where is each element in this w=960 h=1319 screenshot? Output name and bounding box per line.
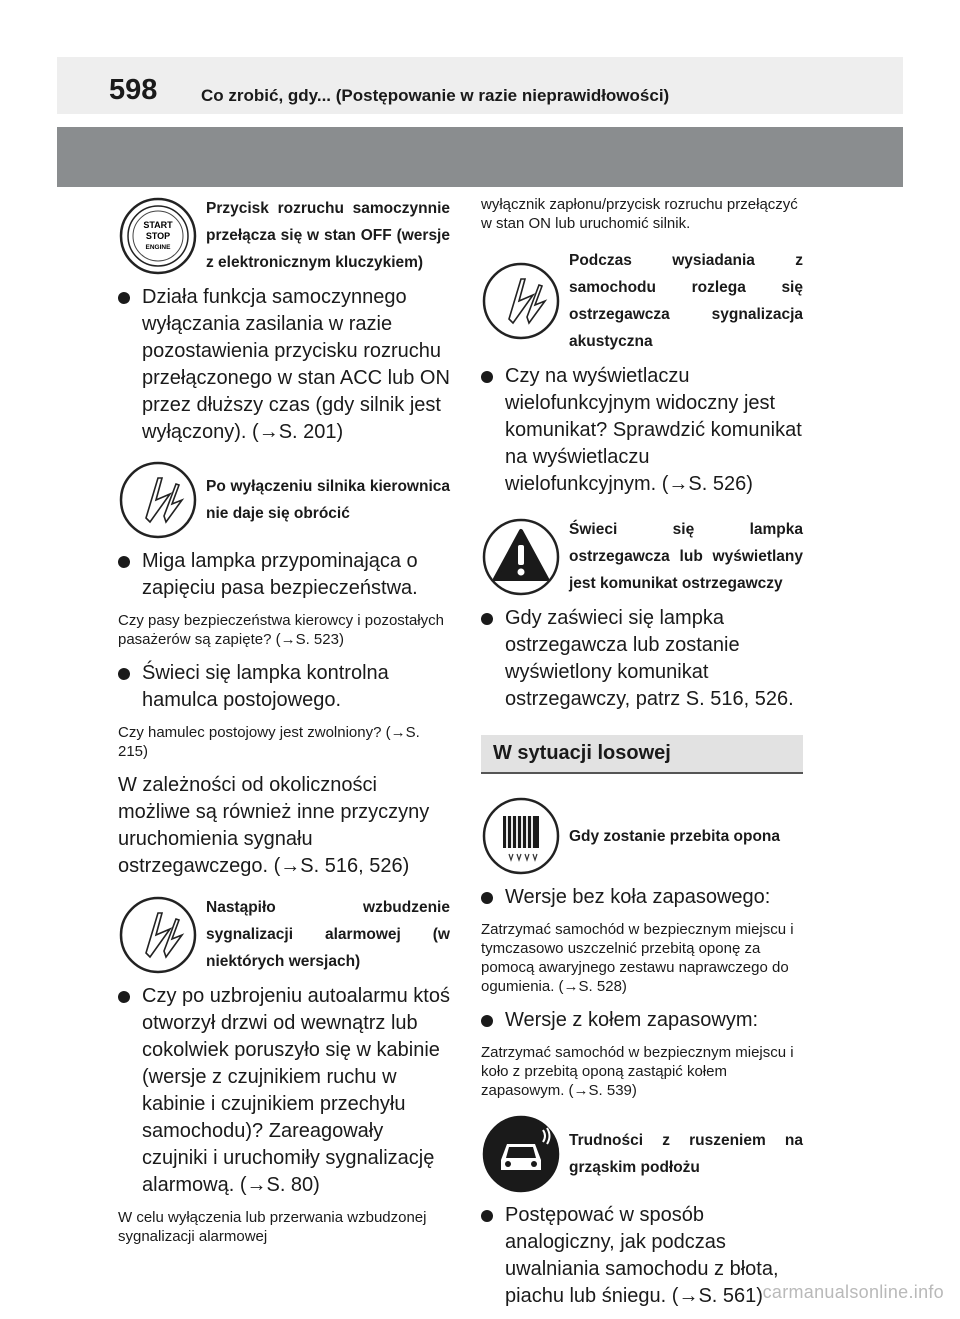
start-stop-button-icon	[118, 196, 198, 276]
start-stop-label: Przycisk rozruchu samoczynnie przełącza się w stan OFF (wersje z elektronicznym kluczykiem)	[206, 200, 450, 271]
bullet-item	[481, 1007, 803, 1034]
steering-lock-label: Po wyłączeniu silnika kierownica nie daje się obrócić	[206, 478, 450, 522]
flat-tire-icon	[481, 796, 561, 876]
bullet-dot	[481, 892, 493, 904]
bullet-text: Miga lampka przypominająca o zapięciu pasa bezpieczeństwa.	[142, 550, 418, 599]
bullet-dot	[481, 1210, 493, 1222]
bullet-text: Świeci się lampka kontrolna hamulca postojowego.	[142, 662, 389, 711]
bullet-dot	[118, 991, 130, 1003]
bullet-item	[118, 548, 450, 602]
bullet-text: Wersje bez koła zapasowego:	[505, 886, 771, 908]
bullet-item	[481, 1202, 803, 1310]
stuck-vehicle-label: Trudności z ruszeniem na grząskim podłożu	[569, 1132, 803, 1176]
bullet-item	[118, 983, 450, 1199]
exit-warning-block	[481, 247, 803, 355]
section-heading: W sytuacji losowej	[481, 735, 803, 774]
bullet-text: Wersje z kołem zapasowym:	[505, 1009, 759, 1031]
left-column	[118, 195, 450, 1257]
right-column	[481, 195, 803, 1319]
stuck-vehicle-block	[481, 1114, 803, 1194]
note-text: Czy pasy bezpieczeństwa kierowcy i pozostałych pasażerów są zapięte? (→S. 523)	[118, 612, 444, 648]
warning-light-label: Świeci się lampka ostrzegawcza lub wyświetlany jest komunikat ostrzegawczy	[569, 521, 803, 592]
start-stop-block	[118, 195, 450, 276]
bullet-dot	[118, 556, 130, 568]
flat-tire-block	[481, 796, 803, 876]
bullet-dot	[481, 1015, 493, 1027]
header-title: Co zrobić, gdy... (Postępowanie w razie nieprawidłowości)	[201, 86, 670, 105]
page-number: 598	[109, 74, 158, 106]
note-text: Zatrzymać samochód w bezpiecznym miejscu i tymczasowo uszczelnić przebitą oponę za pomocą awaryjnego zestawu naprawczego do ogumienia. (→S. 528)	[481, 921, 794, 995]
bullet-dot	[481, 613, 493, 625]
icon-text-start: START	[143, 219, 173, 230]
note-text: wyłącznik zapłonu/przycisk rozruchu przełączyć w stan ON lub uruchomić silnik.	[481, 196, 798, 232]
alarm-label: Nastąpiło wzbudzenie sygnalizacji alarmowej (w niektórych wersjach)	[206, 899, 450, 970]
bullet-text: Gdy zaświeci się lampka ostrzegawcza lub zostanie wyświetlony komunikat ostrzegawczy, patrz S. 516, 526.	[505, 607, 794, 710]
stuck-car-icon	[481, 1114, 561, 1194]
bullet-text: Czy po uzbrojeniu autoalarmu ktoś otworzył drzwi od wewnątrz lub cokolwiek poruszyło się w kabinie (wersje z czujnikiem ruchu w kabinie i czujnikiem przechyłu samochodu)? Zareagowały czujniki i uruchomiły sygnalizację alarmową. (→S. 80)	[142, 985, 450, 1196]
bullet-text: Czy na wyświetlaczu wielofunkcyjnym widoczny jest komunikat? Sprawdzić komunikat na wyświetlaczu wielofunkcyjnym. (→S. 526)	[505, 365, 802, 495]
watermark: carmanualsonline.info	[762, 1282, 944, 1302]
bullet-item	[118, 284, 450, 446]
icon-text-engine: ENGINE	[145, 243, 171, 251]
warning-light-block	[481, 516, 803, 597]
warning-triangle-icon	[481, 517, 561, 597]
bullet-dot	[118, 292, 130, 304]
paragraph: W zależności od okoliczności możliwe są również inne przyczyny uruchomienia sygnału ostrzegawczego. (→S. 516, 526)	[118, 774, 430, 877]
bullet-dot	[118, 668, 130, 680]
issue-lightning-icon	[481, 261, 561, 341]
steering-lock-block	[118, 460, 450, 540]
bullet-item	[481, 363, 803, 498]
bullet-text: Postępować w sposób analogiczny, jak podczas uwalniania samochodu z błota, piachu lub śniegu. (→S. 561)	[505, 1204, 779, 1307]
note-text: W celu wyłączenia lub przerwania wzbudzonej sygnalizacji alarmowej	[118, 1209, 427, 1245]
note-text: Zatrzymać samochód w bezpiecznym miejscu i koło z przebitą oponą zastąpić kołem zapasowym. (→S. 539)	[481, 1044, 794, 1099]
bullet-item	[118, 660, 450, 714]
issue-lightning-icon	[118, 895, 198, 975]
issue-lightning-icon	[118, 460, 198, 540]
bullet-item	[481, 884, 803, 911]
icon-text-stop: STOP	[145, 230, 171, 241]
exit-warning-label: Podczas wysiadania z samochodu rozlega się ostrzegawcza sygnalizacja akustyczna	[569, 252, 803, 350]
flat-tire-label: Gdy zostanie przebita opona	[569, 827, 780, 845]
section-banner	[57, 127, 903, 187]
bullet-item	[481, 605, 803, 713]
note-text: Czy hamulec postojowy jest zwolniony? (→S. 215)	[118, 724, 420, 760]
alarm-block	[118, 894, 450, 975]
bullet-text: Działa funkcja samoczynnego wyłączania zasilania w razie pozostawienia przycisku rozruchu przełączonego w stan ACC lub ON przez dłuższy czas (gdy silnik jest wyłączony). (→S. 201)	[142, 286, 450, 443]
bullet-dot	[481, 371, 493, 383]
